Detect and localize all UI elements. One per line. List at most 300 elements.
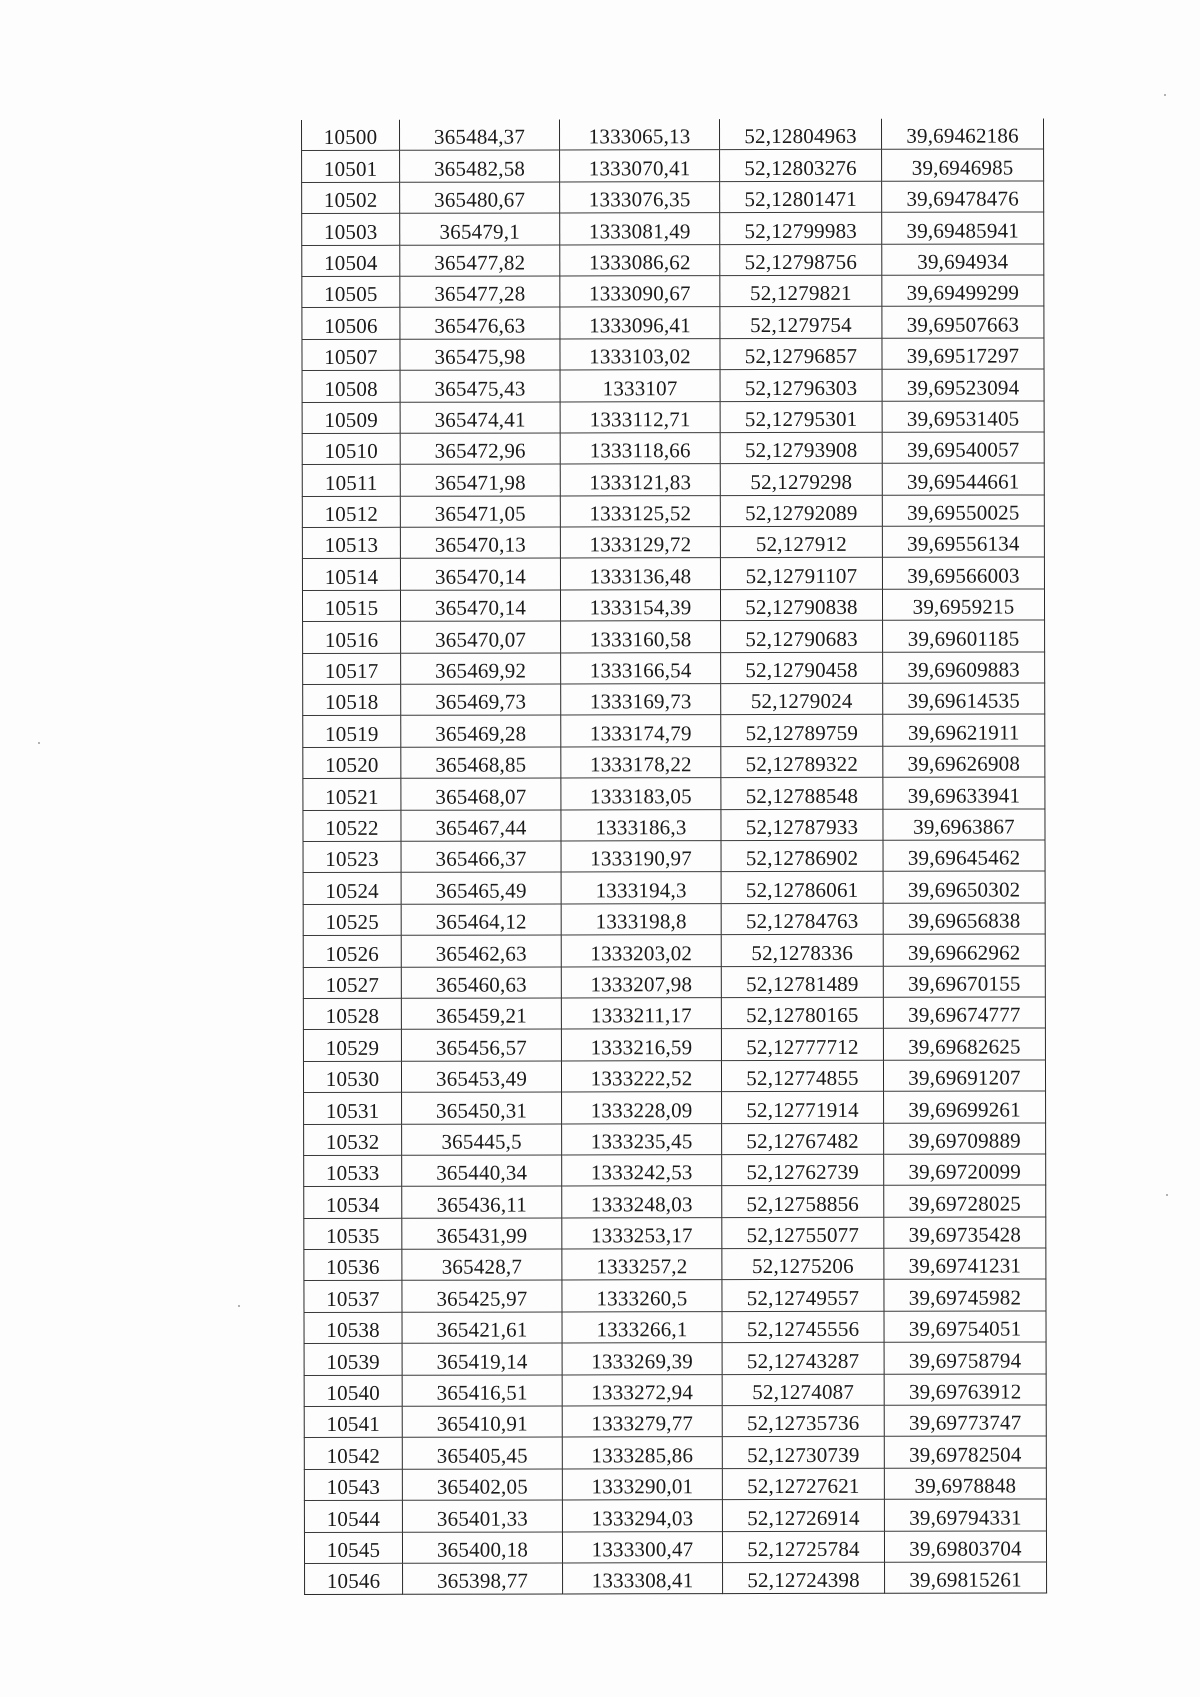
cell-text: 10522	[325, 815, 379, 840]
y-coordinate-cell	[562, 1374, 722, 1406]
cell-text: 365405,45	[436, 1443, 528, 1468]
cell-text: 10506	[324, 313, 378, 338]
y-coordinate-cell	[560, 527, 720, 559]
y-coordinate-cell	[562, 1249, 722, 1281]
cell-text: 10500	[323, 125, 378, 150]
x-coordinate-cell	[402, 1249, 562, 1281]
cell-text: 39,69544661	[906, 469, 1020, 494]
latitude-cell	[720, 244, 882, 276]
table-row	[302, 557, 1044, 590]
y-coordinate-cell	[562, 1406, 722, 1438]
longitude-cell	[883, 652, 1045, 684]
y-coordinate-cell	[560, 558, 720, 590]
table-row	[303, 965, 1045, 998]
y-coordinate-cell	[561, 935, 721, 967]
longitude-cell	[883, 840, 1045, 872]
cell-text: 39,69782504	[909, 1442, 1022, 1467]
x-coordinate-cell	[402, 1155, 562, 1187]
latitude-cell	[722, 1437, 884, 1469]
cell-text: 52,1279821	[749, 281, 852, 306]
cell-text: 52,1279024	[750, 689, 853, 714]
table-row	[303, 840, 1045, 873]
table-row	[302, 149, 1044, 182]
cell-text: 52,12771914	[746, 1097, 859, 1122]
y-coordinate-cell	[562, 1437, 722, 1469]
x-coordinate-cell	[401, 684, 561, 716]
cell-text: 52,12726914	[747, 1505, 860, 1530]
cell-text: 39,69728025	[908, 1191, 1022, 1216]
point-number-cell	[303, 873, 401, 905]
cell-text: 39,69794331	[909, 1505, 1022, 1530]
cell-text: 1333228,09	[590, 1097, 693, 1122]
point-number-cell	[304, 1124, 402, 1156]
cell-text: 52,12796303	[744, 375, 858, 400]
y-coordinate-cell	[561, 1060, 721, 1092]
cell-text: 39,69626908	[907, 751, 1021, 776]
latitude-cell	[719, 119, 881, 150]
latitude-cell	[720, 150, 882, 182]
latitude-cell	[722, 1186, 884, 1218]
cell-text: 52,1279298	[750, 469, 853, 494]
point-number-cell	[304, 1469, 402, 1501]
cell-text: 365469,73	[435, 689, 527, 715]
x-coordinate-cell	[401, 904, 561, 936]
y-coordinate-cell	[560, 401, 720, 433]
point-number-cell	[304, 1375, 402, 1407]
cell-text: 10514	[324, 564, 379, 589]
cell-text: 52,12787933	[745, 814, 859, 840]
longitude-cell	[884, 1405, 1046, 1437]
table-row	[302, 463, 1044, 496]
table-row	[304, 1374, 1046, 1407]
scan-speck	[1164, 94, 1166, 96]
cell-text: 1333207,98	[590, 972, 693, 997]
cell-text: 365468,85	[435, 752, 527, 777]
table-row	[303, 903, 1045, 936]
cell-text: 10527	[325, 972, 380, 997]
cell-text: 365462,63	[435, 941, 527, 966]
table-row	[304, 1342, 1046, 1375]
cell-text: 10536	[326, 1255, 380, 1280]
table-row	[303, 620, 1045, 653]
x-coordinate-cell	[400, 276, 560, 308]
cell-text: 52,12755077	[746, 1222, 860, 1248]
cell-text: 10511	[324, 470, 378, 495]
latitude-cell	[722, 1311, 884, 1343]
cell-text: 365470,14	[434, 595, 527, 620]
y-coordinate-cell	[562, 1468, 722, 1500]
cell-text: 365469,28	[435, 721, 527, 746]
cell-text: 10503	[323, 219, 378, 244]
cell-text: 365470,07	[435, 627, 527, 652]
y-coordinate-cell	[560, 276, 720, 308]
cell-text: 365398,77	[437, 1568, 529, 1594]
cell-text: 1333266,1	[596, 1317, 688, 1342]
longitude-cell	[884, 1311, 1046, 1343]
cell-text: 52,12795301	[744, 406, 858, 431]
cell-text: 39,69674777	[908, 1002, 1021, 1028]
cell-text: 1333272,94	[591, 1380, 694, 1405]
cell-text: 1333090,67	[588, 281, 691, 306]
x-coordinate-cell	[400, 150, 560, 182]
cell-text: 52,12735736	[746, 1411, 860, 1436]
cell-text: 10525	[325, 909, 379, 935]
longitude-cell	[883, 1060, 1045, 1092]
latitude-cell	[720, 558, 882, 590]
y-coordinate-cell	[561, 746, 721, 778]
cell-text: 10524	[325, 878, 379, 903]
cell-text: 10541	[326, 1412, 381, 1437]
cell-text: 365477,82	[434, 250, 526, 275]
cell-text: 365477,28	[434, 281, 526, 307]
cell-text: 1333308,41	[591, 1568, 694, 1593]
point-number-cell	[304, 1406, 402, 1438]
cell-text: 52,12743287	[746, 1348, 860, 1373]
y-coordinate-cell	[561, 778, 721, 810]
cell-text: 39,69531405	[906, 406, 1020, 431]
cell-text: 10501	[323, 156, 378, 181]
point-number-cell	[302, 308, 400, 340]
latitude-cell	[721, 746, 883, 778]
cell-text: 52,12796857	[744, 343, 858, 369]
x-coordinate-cell	[402, 1375, 562, 1407]
cell-text: 52,12791107	[745, 563, 858, 588]
cell-text: 52,12727621	[747, 1474, 860, 1499]
x-coordinate-cell	[402, 1123, 562, 1155]
coordinates-table	[301, 118, 1047, 1595]
longitude-cell	[884, 1531, 1046, 1563]
cell-text: 39,69621911	[907, 720, 1020, 745]
cell-text: 39,69485941	[906, 218, 1019, 243]
y-coordinate-cell	[560, 370, 720, 402]
x-coordinate-cell	[401, 715, 561, 747]
x-coordinate-cell	[402, 1092, 562, 1124]
y-coordinate-cell	[560, 338, 720, 370]
cell-text: 365453,49	[435, 1066, 528, 1091]
table-row	[303, 871, 1045, 904]
y-coordinate-cell	[561, 684, 721, 716]
scan-speck	[38, 742, 40, 744]
cell-text: 365436,11	[436, 1192, 527, 1217]
table-row	[302, 212, 1044, 245]
cell-text: 1333125,52	[589, 501, 692, 526]
cell-text: 10518	[324, 690, 379, 715]
latitude-cell	[722, 1343, 884, 1375]
cell-text: 39,69735428	[908, 1222, 1022, 1247]
longitude-cell	[884, 1374, 1046, 1406]
latitude-cell	[722, 1217, 884, 1249]
y-coordinate-cell	[562, 1092, 722, 1124]
cell-text: 1333070,41	[588, 155, 691, 181]
point-number-cell	[302, 402, 400, 434]
cell-text: 1333242,53	[590, 1160, 693, 1185]
table-row	[302, 275, 1044, 308]
longitude-cell	[882, 463, 1044, 495]
longitude-cell	[884, 1499, 1046, 1531]
cell-text: 10508	[324, 376, 378, 401]
cell-text: 365456,57	[435, 1035, 527, 1060]
longitude-cell	[883, 809, 1045, 841]
cell-text: 52,12790683	[745, 626, 858, 651]
latitude-cell	[722, 1468, 884, 1500]
x-coordinate-cell	[401, 967, 561, 999]
latitude-cell	[720, 338, 882, 370]
point-number-cell	[304, 1312, 402, 1344]
x-coordinate-cell	[402, 1280, 562, 1312]
cell-text: 39,69601185	[907, 626, 1020, 651]
latitude-cell	[722, 1248, 884, 1280]
point-number-cell	[303, 967, 401, 999]
longitude-cell	[882, 244, 1044, 276]
point-number-cell	[302, 433, 400, 465]
table-row	[303, 1060, 1045, 1093]
cell-text: 52,1275206	[752, 1254, 854, 1279]
table-row	[304, 1499, 1046, 1532]
longitude-cell	[882, 149, 1044, 181]
cell-text: 52,12790838	[745, 595, 858, 620]
longitude-cell	[884, 1122, 1046, 1154]
x-coordinate-cell	[401, 778, 561, 810]
longitude-cell	[883, 871, 1045, 903]
table-row	[303, 1028, 1045, 1061]
cell-text: 1333076,35	[588, 187, 691, 212]
cell-text: 365475,98	[434, 344, 526, 369]
cell-text: 365472,96	[434, 438, 526, 464]
table-row	[304, 1531, 1046, 1564]
cell-text: 1333121,83	[589, 469, 692, 495]
x-coordinate-cell	[401, 810, 561, 842]
y-coordinate-cell	[562, 1217, 722, 1249]
cell-text: 365440,34	[436, 1160, 528, 1186]
coordinates-table-body	[302, 118, 1047, 1594]
y-coordinate-cell	[563, 1563, 723, 1595]
longitude-cell	[884, 1154, 1046, 1186]
cell-text: 39,69656838	[907, 908, 1021, 933]
latitude-cell	[720, 432, 882, 464]
point-number-cell	[304, 1218, 402, 1250]
point-number-cell	[302, 527, 400, 559]
point-number-cell	[302, 339, 400, 371]
cell-text: 52,12793908	[744, 438, 858, 463]
cell-text: 365476,63	[434, 313, 526, 338]
x-coordinate-cell	[402, 1500, 562, 1532]
table-row	[302, 306, 1044, 339]
cell-text: 1333285,86	[591, 1442, 694, 1468]
cell-text: 10523	[325, 847, 379, 872]
table-row	[304, 1091, 1046, 1124]
cell-text: 10539	[326, 1349, 380, 1374]
table-row	[303, 997, 1045, 1030]
cell-text: 52,12801471	[744, 187, 857, 212]
cell-text: 39,69462186	[906, 123, 1019, 149]
cell-text: 1333203,02	[590, 940, 693, 965]
cell-text: 52,12780165	[746, 1003, 859, 1028]
latitude-cell	[721, 777, 883, 809]
cell-text: 52,1274087	[752, 1379, 855, 1405]
latitude-cell	[721, 966, 883, 998]
cell-text: 1333174,79	[589, 720, 692, 746]
scan-speck	[238, 1305, 240, 1307]
x-coordinate-cell	[401, 653, 561, 685]
y-coordinate-cell	[562, 1280, 722, 1312]
point-number-cell	[302, 120, 400, 151]
x-coordinate-cell	[402, 1406, 562, 1438]
cell-text: 1333183,05	[590, 783, 692, 808]
x-coordinate-cell	[400, 558, 560, 590]
cell-text: 10521	[325, 784, 379, 809]
cell-text: 1333248,03	[590, 1191, 693, 1217]
cell-text: 52,12789322	[745, 752, 859, 777]
latitude-cell	[721, 809, 883, 841]
x-coordinate-cell	[402, 1218, 562, 1250]
point-number-cell	[303, 810, 401, 842]
y-coordinate-cell	[560, 433, 720, 465]
y-coordinate-cell	[562, 1343, 722, 1375]
x-coordinate-cell	[402, 1469, 562, 1501]
table-row	[302, 432, 1044, 465]
cell-text: 365470,13	[434, 532, 526, 558]
cell-text: 39,6959215	[912, 594, 1015, 619]
latitude-cell	[721, 903, 883, 935]
cell-text: 1333169,73	[589, 689, 692, 714]
cell-text: 10513	[324, 533, 379, 558]
cell-text: 365468,07	[435, 784, 527, 809]
cell-text: 52,12803276	[744, 155, 857, 180]
point-number-cell	[304, 1187, 402, 1219]
cell-text: 10528	[325, 1004, 380, 1029]
table-row	[302, 244, 1044, 277]
cell-text: 365480,67	[434, 187, 526, 212]
cell-text: 1333081,49	[588, 218, 691, 243]
cell-text: 10544	[326, 1506, 381, 1531]
cell-text: 39,69754051	[908, 1316, 1022, 1341]
cell-text: 365479,1	[439, 219, 520, 244]
cell-text: 365445,5	[441, 1129, 522, 1154]
cell-text: 1333154,39	[589, 595, 692, 620]
cell-text: 52,1278336	[751, 940, 854, 965]
latitude-cell	[721, 715, 883, 747]
cell-text: 39,69499299	[906, 280, 1020, 306]
point-number-cell	[302, 559, 400, 591]
cell-text: 52,12725784	[747, 1536, 860, 1562]
cell-text: 365419,14	[436, 1349, 528, 1374]
cell-text: 39,69709889	[908, 1128, 1021, 1153]
longitude-cell	[881, 118, 1043, 149]
y-coordinate-cell	[562, 1500, 722, 1532]
y-coordinate-cell	[561, 966, 721, 998]
cell-text: 10546	[326, 1569, 381, 1594]
cell-text: 1333290,01	[591, 1474, 694, 1499]
cell-text: 52,12767482	[746, 1128, 859, 1153]
cell-text: 39,69478476	[906, 186, 1019, 211]
table-row	[302, 118, 1044, 150]
cell-text: 52,12784763	[745, 908, 859, 934]
latitude-cell	[720, 307, 882, 339]
longitude-cell	[883, 1028, 1045, 1060]
cell-text: 1333086,62	[588, 250, 691, 275]
y-coordinate-cell	[559, 119, 719, 150]
table-row	[303, 652, 1045, 685]
cell-text: 39,69540057	[906, 437, 1020, 463]
cell-text: 52,1279754	[750, 312, 852, 337]
longitude-cell	[882, 181, 1044, 213]
longitude-cell	[884, 1279, 1046, 1311]
cell-text: 1333222,52	[590, 1066, 693, 1091]
latitude-cell	[722, 1091, 884, 1123]
point-number-cell	[302, 465, 400, 497]
cell-text: 1333190,97	[590, 846, 692, 871]
x-coordinate-cell	[402, 1532, 562, 1564]
x-coordinate-cell	[400, 182, 560, 214]
cell-text: 10504	[324, 250, 378, 275]
x-coordinate-cell	[400, 339, 560, 371]
cell-text: 10531	[325, 1098, 380, 1123]
cell-text: 365431,99	[436, 1223, 528, 1248]
cell-text: 365402,05	[436, 1474, 528, 1499]
longitude-cell	[884, 1185, 1046, 1217]
cell-text: 52,127912	[755, 532, 847, 557]
cell-text: 52,12730739	[747, 1442, 860, 1467]
cell-text: 10505	[324, 282, 378, 307]
longitude-cell	[882, 432, 1044, 464]
point-number-cell	[302, 496, 400, 528]
x-coordinate-cell	[400, 496, 560, 528]
cell-text: 365428,7	[441, 1254, 523, 1280]
cell-text: 365484,37	[433, 124, 526, 150]
longitude-cell	[883, 777, 1045, 809]
cell-text: 39,69803704	[909, 1536, 1022, 1561]
y-coordinate-cell	[561, 998, 721, 1030]
cell-text: 1333198,8	[595, 909, 687, 934]
longitude-cell	[884, 1091, 1046, 1123]
cell-text: 52,12762739	[746, 1160, 859, 1185]
table-row	[305, 1562, 1047, 1595]
x-coordinate-cell	[400, 401, 560, 433]
cell-text: 39,69670155	[908, 971, 1021, 996]
y-coordinate-cell	[560, 495, 720, 527]
longitude-cell	[882, 338, 1044, 370]
x-coordinate-cell	[400, 464, 560, 496]
cell-text: 365464,12	[435, 909, 527, 934]
x-coordinate-cell	[401, 1061, 561, 1093]
table-row	[303, 683, 1045, 716]
cell-text: 365467,44	[435, 815, 527, 840]
cell-text: 365459,21	[435, 1003, 527, 1029]
point-number-cell	[304, 1438, 402, 1470]
cell-text: 52,12777712	[746, 1034, 859, 1059]
point-number-cell	[302, 245, 400, 277]
point-number-cell	[304, 1532, 402, 1564]
y-coordinate-cell	[561, 903, 721, 935]
cell-text: 1333300,47	[591, 1537, 694, 1562]
table-row	[304, 1405, 1046, 1438]
table-row	[304, 1436, 1046, 1469]
y-coordinate-cell	[560, 150, 720, 182]
cell-text: 365475,43	[434, 376, 526, 401]
cell-text: 1333129,72	[589, 532, 692, 557]
latitude-cell	[722, 1531, 884, 1563]
table-row	[302, 181, 1044, 214]
cell-text: 52,12790458	[745, 657, 858, 683]
longitude-cell	[883, 997, 1045, 1029]
longitude-cell	[882, 526, 1044, 558]
longitude-cell	[883, 934, 1045, 966]
latitude-cell	[720, 401, 882, 433]
y-coordinate-cell	[561, 715, 721, 747]
cell-text: 1333294,03	[591, 1505, 694, 1530]
cell-text: 10543	[326, 1475, 381, 1500]
cell-text: 1333211,17	[590, 1003, 692, 1028]
